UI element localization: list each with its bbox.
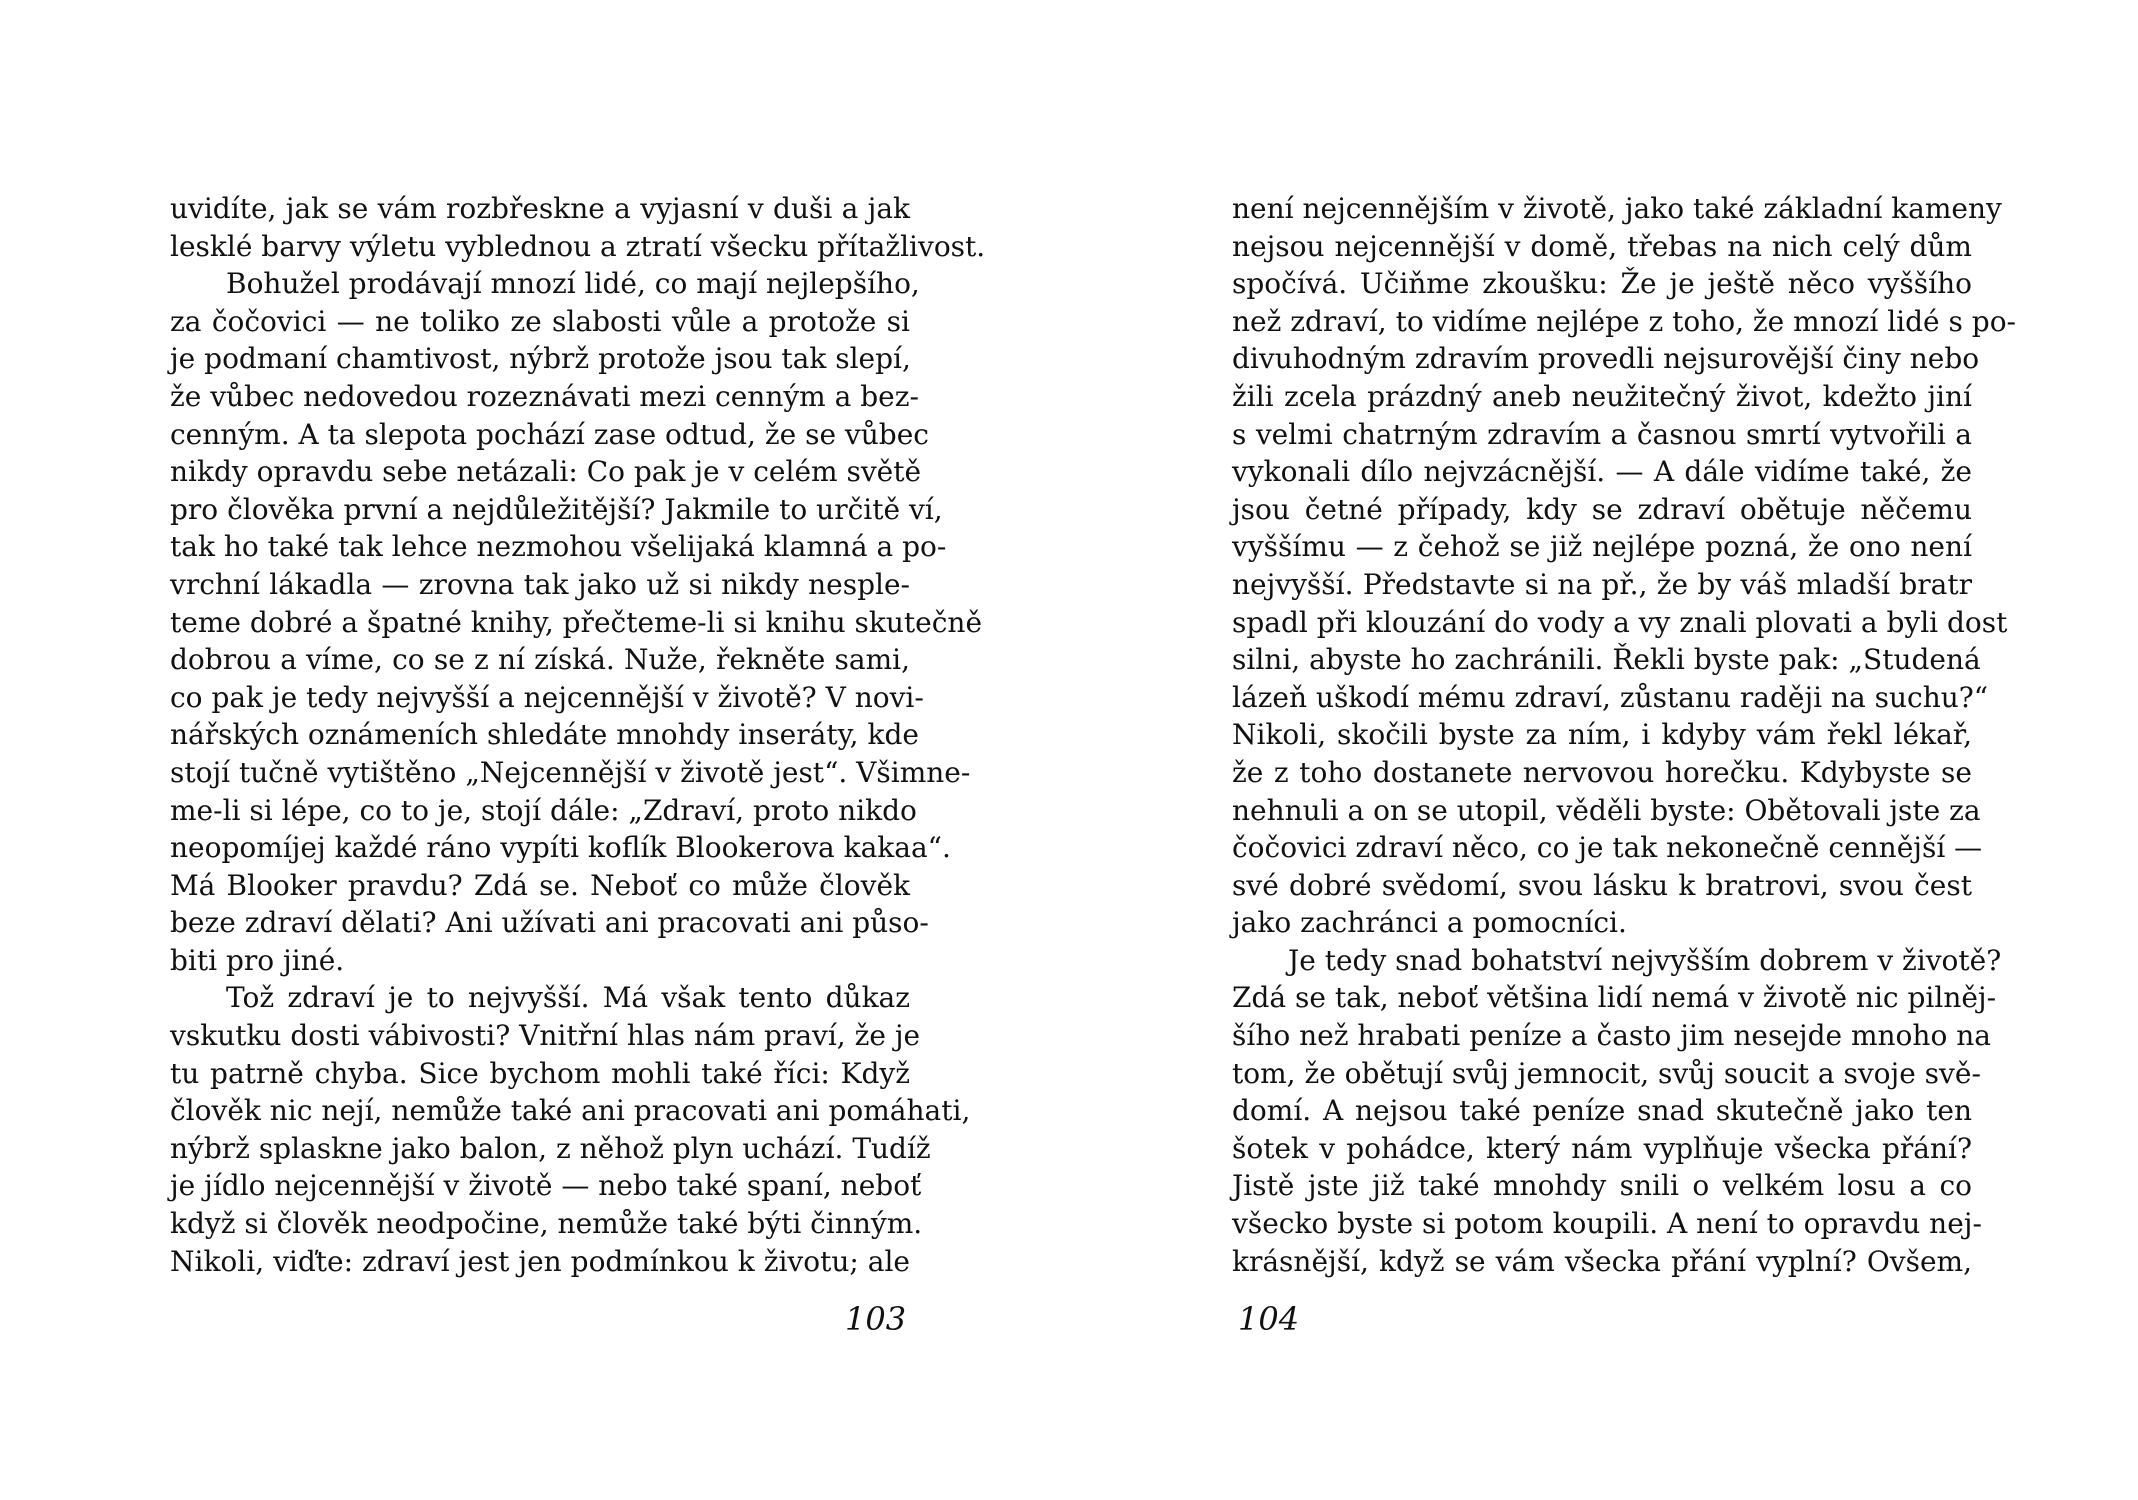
right-page-text [1232,190,2017,1280]
text-line: čočovici zdraví něco, co je tak nekonečně cennější — [1232,831,1983,865]
text-line: Bohužel prodávají mnozí lidé, co mají nejlepšího, [226,267,920,301]
text-line: je podmaní chamtivost, nýbrž protože jsou tak slepí, [170,342,911,376]
text-line: není nejcennějším v životě, jako také základní kameny [1232,192,2002,225]
text-line: šotek v pohádce, který nám vyplňuje všecka přání? [1232,1131,1972,1165]
text-line: své dobré svědomí, svou lásku k bratrovi, svou čest [1232,868,1972,902]
text-line: tu patrně chyba. Sice bychom mohli také říci: Když [170,1056,910,1090]
text-line: Zdá se tak, neboť většina lidí nemá v životě nic pilněj- [1232,981,1997,1015]
text-line: tak ho také tak lehce nezmohou všelijaká klamná a po- [170,530,947,564]
text-line: Tož zdraví je to nejvyšší. Má však tento důkaz [226,981,910,1015]
text-line: biti pro jiné. [170,943,345,977]
text-line: člověk nic nejí, nemůže také ani pracovati ani pomáhati, [170,1094,971,1128]
text-line: pro člověka první a nejdůležitější? Jakmile to určitě ví, [170,492,943,526]
text-line: než zdraví, to vidíme nejlépe z toho, že mnozí lidé s po- [1232,304,2017,338]
text-line: Má Blooker pravdu? Zdá se. Neboť co může člověk [170,868,910,902]
left-page-text [170,190,986,1280]
page-number: 104 [1238,1300,1300,1338]
text-line: vykonali dílo nejvzácnější. — A dále vidíme také, že [1232,455,1972,489]
text-line: nářských oznámeních shledáte mnohdy inseráty, kde [170,718,919,752]
text-line: vyššímu — z čehož se již nejlépe pozná, že ono není [1232,530,1972,564]
text-line: žili zcela prázdný aneb neužitečný život, kdežto jiní [1232,379,1972,413]
text-line: co pak je tedy nejvyšší a nejcennější v životě? V novi- [170,680,924,714]
text-line: stojí tučně vytištěno „Nejcennější v životě jest“. Všimne- [170,755,971,789]
text-line: krásnější, když se vám všecka přání vyplní? Ovšem, [1232,1244,1972,1278]
text-line: Nikoli, viďte: zdraví jest jen podmínkou k životu; ale [170,1244,910,1278]
text-line: tom, že obětují svůj jemnocit, svůj soucit a svoje svě- [1232,1056,1981,1090]
text-line: že vůbec nedovedou rozeznávati mezi cenným a bez- [170,379,919,413]
text-line: neopomíjej každé ráno vypíti koflík Blookerova kakaa“. [170,831,951,865]
text-line: dobrou a víme, co se z ní získá. Nuže, řekněte sami, [170,643,910,677]
text-line: lesklé barvy výletu vyblednou a ztratí všecku přítažlivost. [170,229,986,263]
text-line: nehnuli a on se utopil, věděli byste: Obětovali jste za [1232,793,1981,827]
text-line: s velmi chatrným zdravím a časnou smrtí vytvořili a [1232,417,1972,451]
text-line: když si člověk neodpočine, nemůže také býti činným. [170,1207,923,1241]
text-line: jsou četné případy, kdy se zdraví obětuje něčemu [1232,492,1972,526]
text-line: vskutku dosti vábivosti? Vnitřní hlas nám praví, že je [170,1019,921,1053]
text-line: spadl při klouzání do vody a vy znali plovati a byli dost [1232,605,2008,639]
text-line: silni, abyste ho zachránili. Řekli byste pak: „Studená [1232,643,1981,677]
page-number: 103 [845,1300,907,1338]
text-line: uvidíte, jak se vám rozbřeskne a vyjasní v duši a jak [170,192,910,225]
text-line: Jistě jste již také mnohdy snili o velkém losu a co [1232,1169,1972,1203]
text-line: divuhodným zdravím provedli nejsurovější činy nebo [1232,342,1980,376]
text-line: nýbrž splaskne jako balon, z něhož plyn uchází. Tudíž [170,1131,931,1165]
text-line: spočívá. Učiňme zkoušku: Že je ještě něco vyššího [1232,267,1972,301]
text-line: Nikoli, skočili byste za ním, i kdyby vám řekl lékař, [1232,718,1972,752]
text-line: že z toho dostanete nervovou horečku. Kdybyste se [1232,755,1972,789]
text-line: cenným. A ta slepota pochází zase odtud, že se vůbec [170,417,929,451]
text-line: me-li si lépe, co to je, stojí dále: „Zdraví, proto nikdo [170,793,917,827]
text-line: šího než hrabati peníze a často jim nesejde mnoho na [1232,1019,1991,1053]
text-line: teme dobré a špatné knihy, přečteme-li si knihu skutečně [170,605,983,639]
text-line: nikdy opravdu sebe netázali: Co pak je v celém světě [170,455,922,489]
text-line: všecko byste si potom koupili. A není to opravdu nej- [1232,1207,1982,1241]
text-line: Je tedy snad bohatství nejvyšším dobrem v životě? [1288,943,2002,977]
text-line: beze zdraví dělati? Ani užívati ani pracovati ani půso- [170,906,929,940]
text-line: nejsou nejcennější v domě, třebas na nich celý dům [1232,229,1972,263]
text-line: je jídlo nejcennější v životě — nebo také spaní, neboť [170,1169,922,1203]
text-line: lázeň uškodí mému zdraví, zůstanu raději na suchu?“ [1232,680,1989,714]
text-line: jako zachránci a pomocníci. [1232,906,1627,940]
text-line: vrchní lákadla — zrovna tak jako už si nikdy nesple- [170,567,910,601]
text-line: domí. A nejsou také peníze snad skutečně jako ten [1232,1094,1972,1128]
text-line: nejvyšší. Představte si na př., že by váš mladší bratr [1232,567,1972,601]
text-line: za čočovici — ne toliko ze slabosti vůle a protože si [170,304,910,338]
